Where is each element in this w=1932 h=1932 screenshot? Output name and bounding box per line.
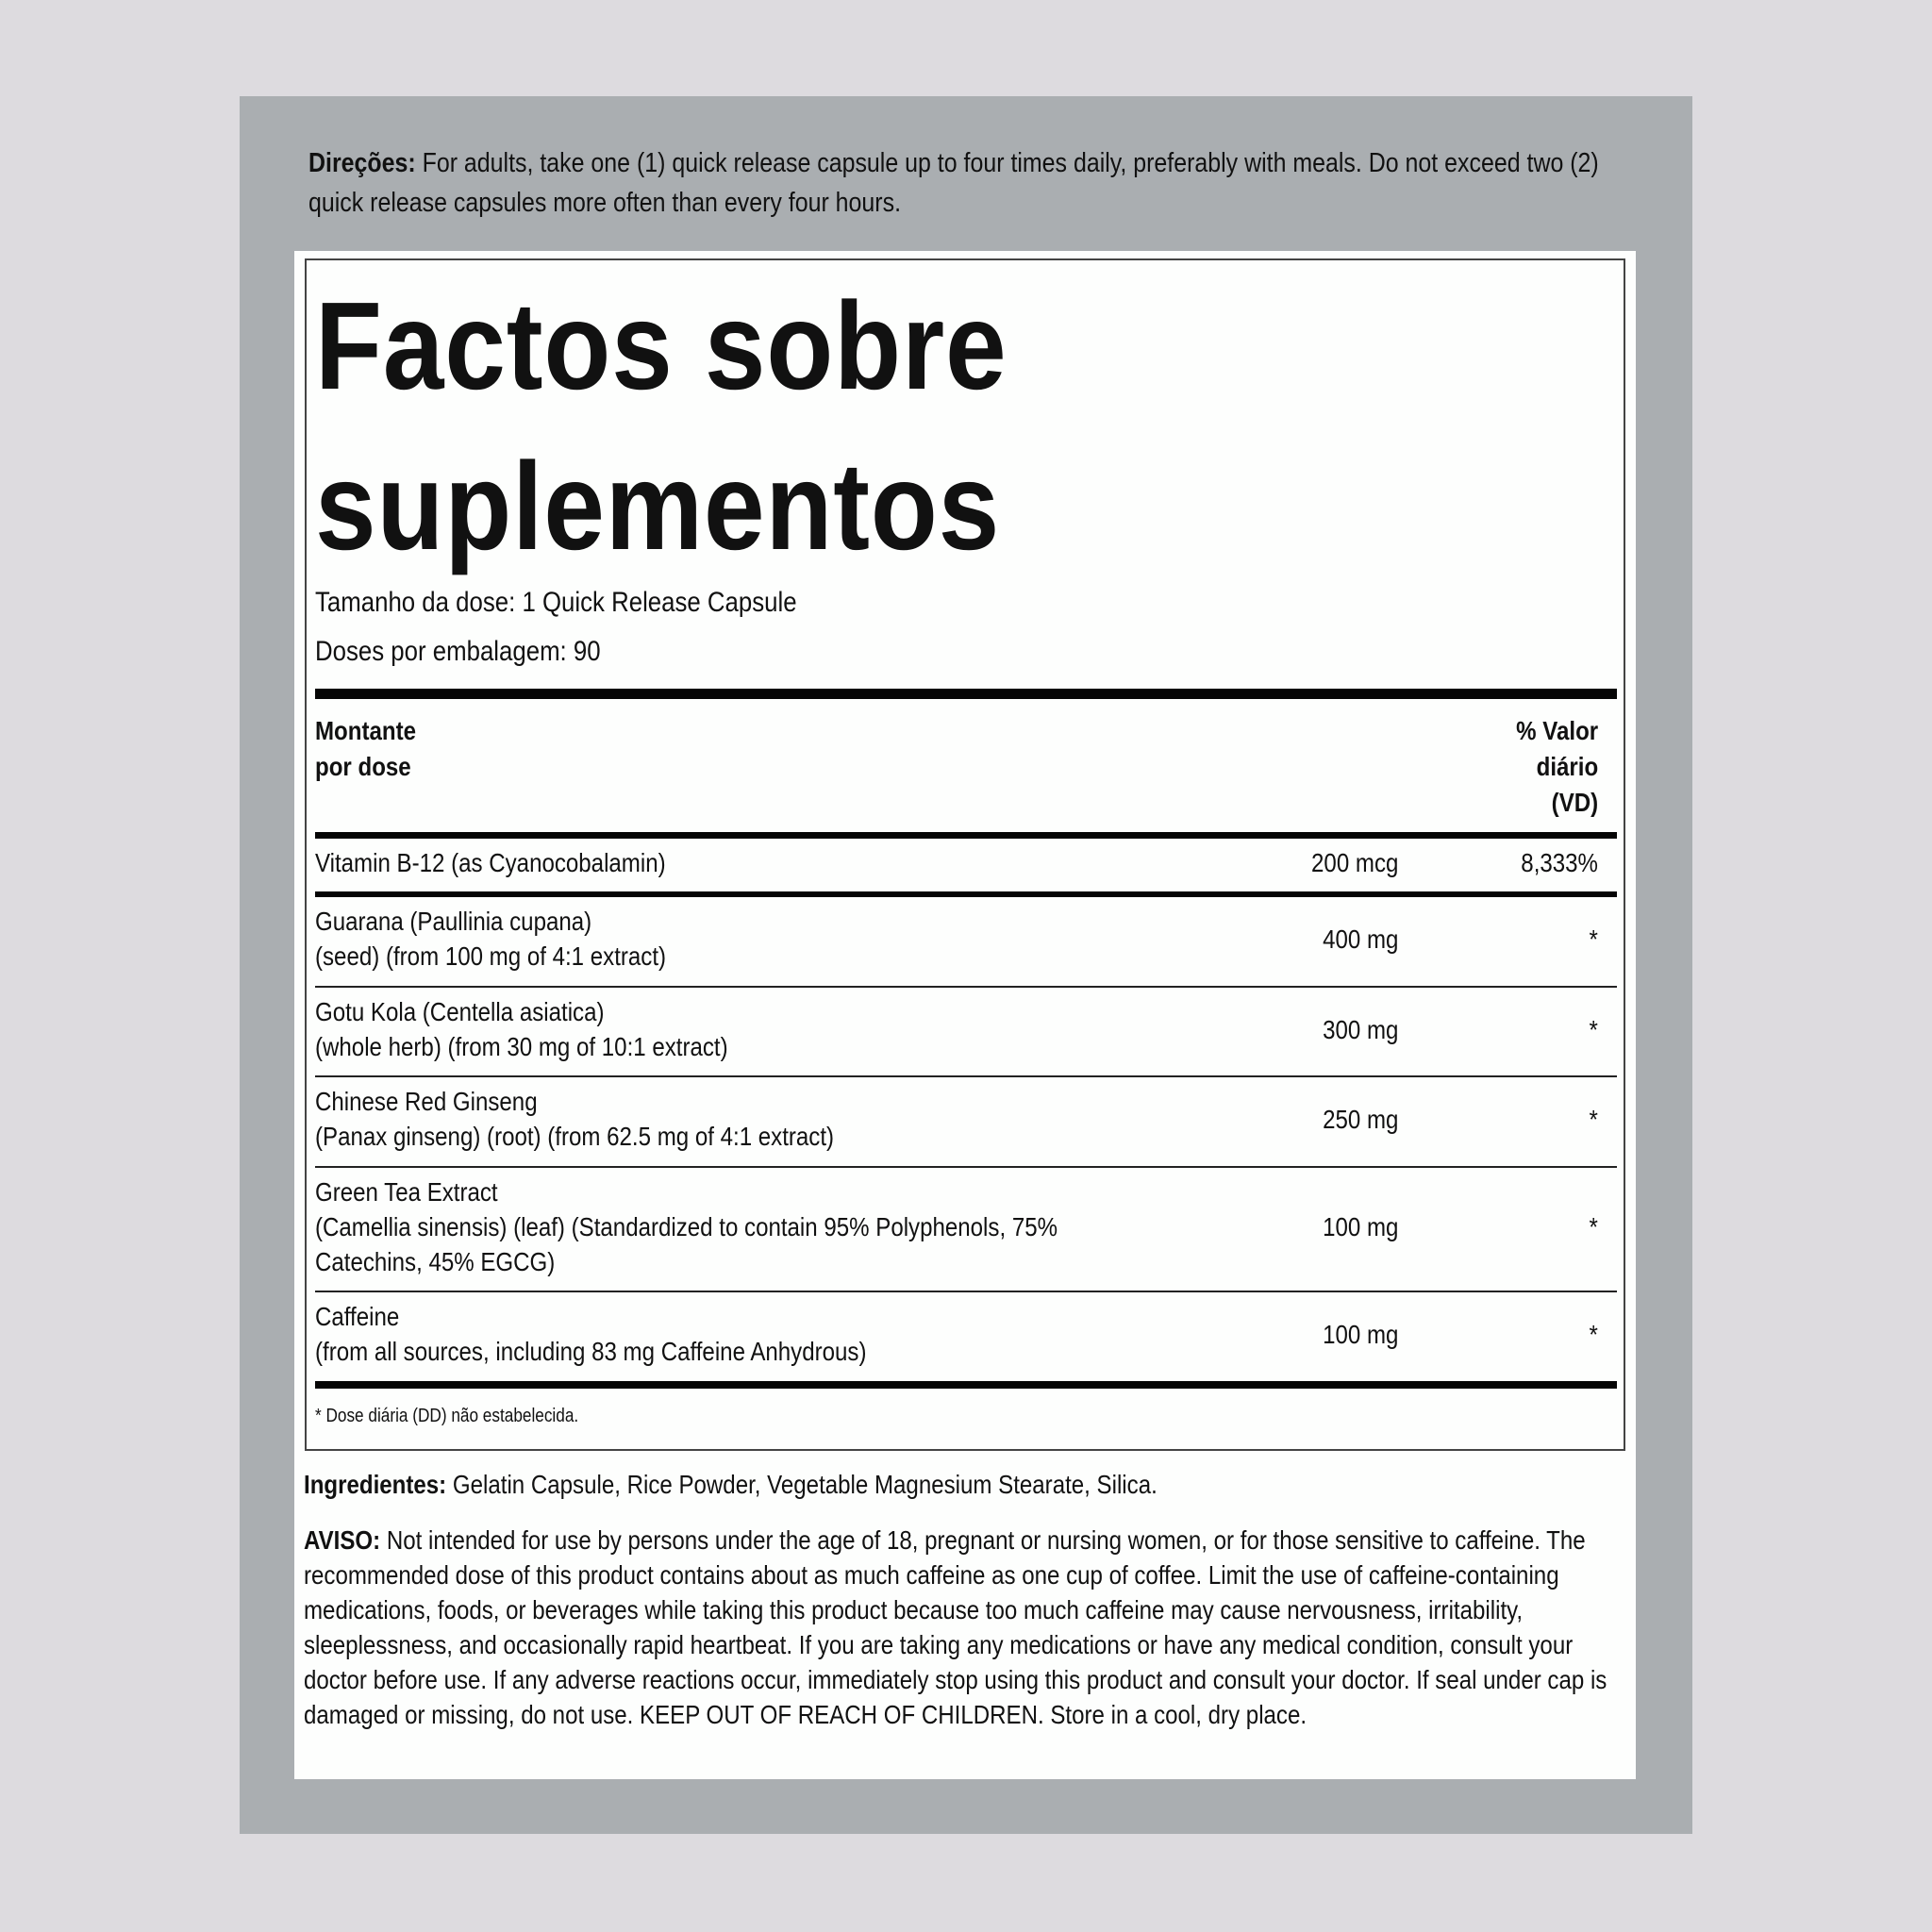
- header-daily-value: [1516, 713, 1598, 821]
- nutrient-name: Vitamin B-12 (as Cyanocobalamin): [315, 848, 666, 877]
- nutrient-amount: 250 mg: [1322, 1105, 1398, 1134]
- ingredients-body: Gelatin Capsule, Rice Powder, Vegetable Magnesium Stearate, Silica.: [446, 1470, 1158, 1499]
- header-divider: [315, 832, 1617, 839]
- nutrient-amount: 400 mg: [1322, 924, 1398, 954]
- warning-label: AVISO:: [304, 1525, 381, 1555]
- row-divider: [315, 1291, 1617, 1292]
- nutrient-dv: *: [1589, 1105, 1598, 1134]
- directions-body: For adults, take one (1) quick release capsule up to four times daily, preferably with meals. Do not exceed two (2) quick release capsules more often than every four hours.: [308, 148, 1599, 218]
- header-dv-line2: diário: [1536, 752, 1598, 781]
- ingredients-label: Ingredientes:: [304, 1470, 447, 1499]
- nutrient-detail: (Panax ginseng) (root) (from 62.5 mg of 4:1 extract): [315, 1122, 835, 1151]
- header-dv-line1: % Valor: [1515, 716, 1598, 745]
- nutrient-amount: 100 mg: [1322, 1212, 1398, 1241]
- header-dv-line3: (VD): [1551, 788, 1598, 817]
- nutrient-name: Gotu Kola (Centella asiatica): [315, 997, 605, 1026]
- serving-size: Tamanho da dose: 1 Quick Release Capsule: [315, 587, 797, 618]
- nutrient-detail: (seed) (from 100 mg of 4:1 extract): [315, 941, 667, 971]
- nutrient-name: Guarana (Paullinia cupana): [315, 907, 592, 936]
- warning-body: Not intended for use by persons under the age of 18, pregnant or nursing women, or for those sensitive to caffeine. The recommended dose of this product contains about as much caffeine as one cup of coffee. Limit the use of caffeine-containing medications, foods, or beverages while taking this product because too much caffeine may cause nervousness, irritability, sleeplessness, and occasionally rapid heartbeat. If you are taking any medications or have any medical condition, consult your doctor before use. If any adverse reactions occur, immediately stop using this product and consult your doctor. If seal under cap is damaged or missing, do not use. KEEP OUT OF REACH OF CHILDREN. Store in a cool, dry place.: [304, 1525, 1607, 1729]
- nutrient-dv: *: [1589, 1320, 1598, 1349]
- nutrient-name: Caffeine: [315, 1302, 400, 1331]
- ingredients-text: [304, 1470, 1158, 1500]
- row-divider: [315, 1075, 1617, 1077]
- directions-text: [308, 143, 1623, 223]
- nutrient-amount: 300 mg: [1322, 1015, 1398, 1044]
- header-amount-line1: Montante: [315, 716, 417, 745]
- row-divider: [315, 1166, 1617, 1168]
- facts-title-line1: Factos sobre: [315, 276, 1008, 415]
- nutrient-amount: 200 mcg: [1310, 848, 1398, 877]
- nutrient-amount: 100 mg: [1322, 1320, 1398, 1349]
- row-divider: [315, 891, 1617, 897]
- warning-text: [304, 1523, 1618, 1732]
- nutrient-name: Chinese Red Ginseng: [315, 1087, 538, 1116]
- servings-per-container: Doses por embalagem: 90: [315, 636, 601, 667]
- nutrient-dv: *: [1589, 1212, 1598, 1241]
- nutrient-dv: *: [1589, 924, 1598, 954]
- nutrient-name: Green Tea Extract: [315, 1177, 498, 1207]
- nutrient-detail: (from all sources, including 83 mg Caffeine Anhydrous): [315, 1337, 867, 1366]
- directions-label: Direções:: [308, 148, 416, 178]
- thick-divider: [315, 689, 1617, 699]
- row-divider: [315, 986, 1617, 988]
- footnote: * Dose diária (DD) não estabelecida.: [315, 1406, 579, 1426]
- header-amount: [315, 713, 416, 785]
- nutrient-detail: (Camellia sinensis) (leaf) (Standardized to contain 95% Polyphenols, 75%: [315, 1212, 1058, 1241]
- nutrient-dv: 8,333%: [1521, 848, 1598, 877]
- facts-title: [315, 266, 1008, 587]
- nutrient-dv: *: [1589, 1015, 1598, 1044]
- nutrient-detail: (whole herb) (from 30 mg of 10:1 extract): [315, 1032, 728, 1061]
- bottom-divider: [315, 1381, 1617, 1389]
- facts-title-line2: suplementos: [315, 437, 1001, 575]
- header-amount-line2: por dose: [315, 752, 411, 781]
- nutrient-detail-cont: Catechins, 45% EGCG): [315, 1247, 556, 1276]
